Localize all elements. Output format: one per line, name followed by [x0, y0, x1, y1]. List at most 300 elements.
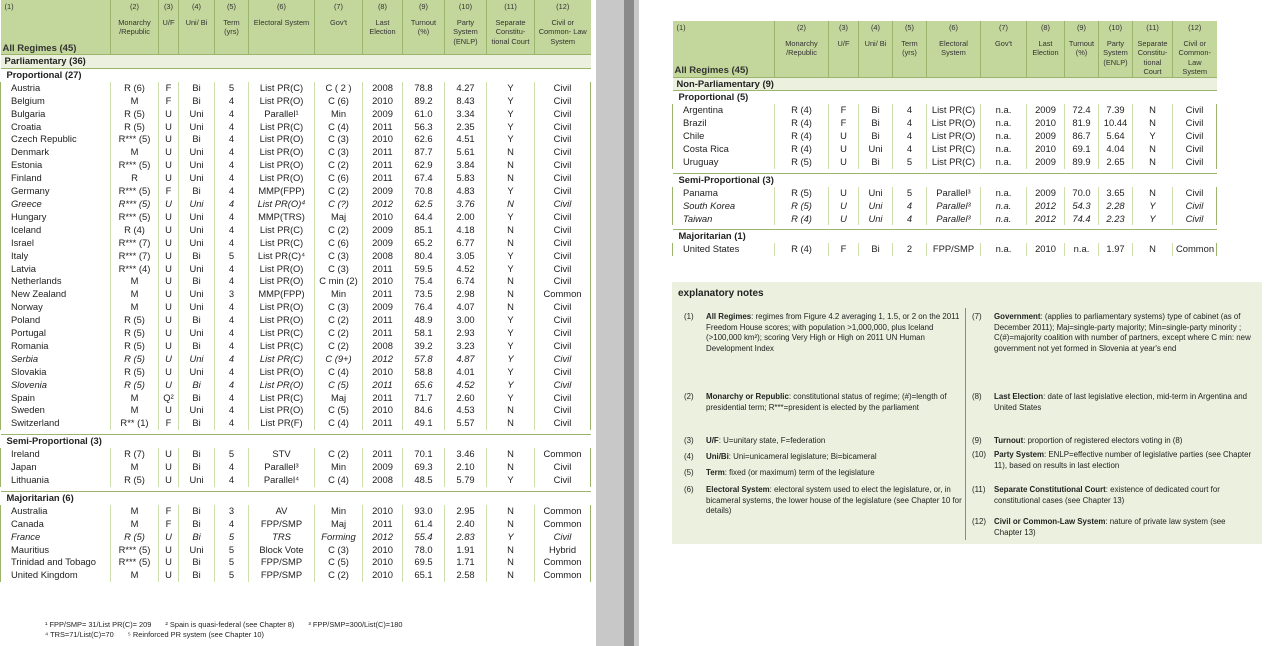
cell-unitary-federal: U	[159, 556, 179, 569]
cell-unitary-federal: U	[159, 404, 179, 417]
cell-country: Iceland	[1, 224, 111, 237]
header-number-12: (12)	[1188, 23, 1202, 32]
header-number-2: (2)	[796, 23, 807, 32]
cell-term: 5	[215, 556, 249, 569]
table-row	[1, 82, 591, 95]
left-page	[0, 0, 596, 646]
cell-constitutional-court: Y	[487, 211, 535, 224]
cell-uni-bi: Bi	[179, 505, 215, 518]
cell-turnout: 57.8	[403, 353, 445, 366]
header-unitary-federal	[159, 0, 179, 55]
cell-monarchy-republic: R** (1)	[111, 417, 159, 430]
note-number: (3)	[684, 436, 694, 445]
header-electoral-system	[249, 0, 315, 55]
cell-law-system: Civil	[535, 172, 591, 185]
cell-term: 5	[215, 569, 249, 582]
header-label-12: Civil or Common- Law System	[1178, 38, 1211, 76]
cell-monarchy-republic: R (5)	[111, 379, 159, 392]
cell-country: Spain	[1, 392, 111, 405]
cell-country: Norway	[1, 301, 111, 314]
cell-law-system: Common	[535, 518, 591, 531]
cell-law-system: Civil	[535, 531, 591, 544]
section-row	[1, 55, 591, 69]
cell-unitary-federal: U	[159, 288, 179, 301]
cell-country: Bulgaria	[1, 108, 111, 121]
cell-term: 4	[215, 95, 249, 108]
cell-unitary-federal: U	[829, 187, 859, 200]
cell-last-election: 2011	[363, 379, 403, 392]
cell-last-election: 2010	[1027, 143, 1065, 156]
cell-government: C (4)	[315, 474, 363, 487]
cell-term: 4	[893, 213, 927, 226]
cell-country: Lithuania	[1, 474, 111, 487]
cell-monarchy-republic: M	[111, 301, 159, 314]
cell-party-system: 3.46	[445, 448, 487, 461]
cell-unitary-federal: U	[159, 108, 179, 121]
header-label-10: Party System (ENLP)	[1103, 38, 1128, 67]
cell-electoral-system: List PR(C)	[249, 237, 315, 250]
cell-uni-bi: Bi	[179, 95, 215, 108]
cell-monarchy-republic: R (5)	[111, 340, 159, 353]
header-unitary-federal	[829, 21, 859, 77]
header-label-4: Uni/ Bi	[185, 17, 208, 27]
cell-uni-bi: Uni	[179, 172, 215, 185]
cell-last-election: 2010	[1027, 117, 1065, 130]
cell-constitutional-court: Y	[487, 250, 535, 263]
cell-uni-bi: Uni	[179, 159, 215, 172]
header-label-4: Uni/ Bi	[864, 38, 887, 48]
cell-uni-bi: Bi	[179, 518, 215, 531]
cell-country: Estonia	[1, 159, 111, 172]
cell-monarchy-republic: R*** (5)	[111, 159, 159, 172]
cell-electoral-system: MMP(FPP)	[249, 288, 315, 301]
cell-electoral-system: Parallel³	[927, 187, 981, 200]
cell-last-election: 2011	[363, 263, 403, 276]
note-body	[706, 312, 964, 354]
cell-monarchy-republic: R (5)	[111, 108, 159, 121]
cell-turnout: 65.2	[403, 237, 445, 250]
cell-party-system: 4.27	[445, 82, 487, 95]
cell-electoral-system: List PR(O)	[249, 146, 315, 159]
header-party-system	[1099, 21, 1133, 77]
table-row	[1, 518, 591, 531]
cell-unitary-federal: U	[159, 448, 179, 461]
cell-last-election: 2011	[363, 327, 403, 340]
cell-electoral-system: AV	[249, 505, 315, 518]
cell-electoral-system: Block Vote	[249, 544, 315, 557]
cell-monarchy-republic: M	[111, 404, 159, 417]
cell-monarchy-republic: R (6)	[111, 82, 159, 95]
cell-party-system: 5.79	[445, 474, 487, 487]
cell-unitary-federal: U	[829, 200, 859, 213]
cell-constitutional-court: N	[487, 448, 535, 461]
table-row	[1, 275, 591, 288]
note-term: Government	[994, 312, 1041, 321]
cell-turnout: n.a.	[1065, 243, 1099, 256]
cell-last-election: 2008	[363, 82, 403, 95]
cell-government: C (2)	[315, 448, 363, 461]
cell-last-election: 2009	[363, 301, 403, 314]
cell-government: n.a.	[981, 156, 1027, 169]
cell-last-election: 2011	[363, 314, 403, 327]
cell-monarchy-republic: R*** (7)	[111, 250, 159, 263]
cell-government: C min (2)	[315, 275, 363, 288]
cell-uni-bi: Bi	[179, 250, 215, 263]
cell-constitutional-court: Y	[487, 366, 535, 379]
header-number-1: (1)	[4, 2, 14, 11]
table-row	[1, 108, 591, 121]
header-number-12: (12)	[556, 2, 570, 11]
cell-last-election: 2011	[363, 448, 403, 461]
header-law-system	[1173, 21, 1217, 77]
cell-constitutional-court: Y	[487, 340, 535, 353]
header-row	[1, 0, 591, 55]
cell-last-election: 2008	[363, 474, 403, 487]
cell-constitutional-court: Y	[1133, 200, 1173, 213]
cell-term: 4	[215, 146, 249, 159]
cell-country: Italy	[1, 250, 111, 263]
group-row	[1, 68, 591, 81]
cell-unitary-federal: F	[159, 185, 179, 198]
cell-law-system: Common	[535, 448, 591, 461]
cell-constitutional-court: N	[487, 404, 535, 417]
cell-monarchy-republic: M	[111, 275, 159, 288]
cell-monarchy-republic: R (4)	[775, 243, 829, 256]
cell-unitary-federal: U	[159, 379, 179, 392]
cell-unitary-federal: U	[159, 172, 179, 185]
cell-uni-bi: Bi	[179, 417, 215, 430]
cell-term: 4	[215, 237, 249, 250]
cell-party-system: 4.01	[445, 366, 487, 379]
cell-last-election: 2010	[363, 544, 403, 557]
cell-government: C (5)	[315, 556, 363, 569]
cell-monarchy-republic: R (7)	[111, 448, 159, 461]
cell-electoral-system: FPP/SMP	[927, 243, 981, 256]
table-row	[1, 327, 591, 340]
header-number-4: (4)	[191, 2, 202, 11]
cell-unitary-federal: U	[159, 474, 179, 487]
cell-uni-bi: Bi	[179, 392, 215, 405]
table-row	[1, 569, 591, 582]
note-number: (5)	[684, 468, 694, 477]
table-row	[1, 314, 591, 327]
table-row	[1, 379, 591, 392]
cell-country: Denmark	[1, 146, 111, 159]
cell-turnout: 58.1	[403, 327, 445, 340]
table-row	[1, 250, 591, 263]
cell-party-system: 6.77	[445, 237, 487, 250]
cell-unitary-federal: U	[159, 224, 179, 237]
header-label-10: Party System (ENLP)	[453, 17, 478, 46]
note-text: : date of last legislative election, mid-term in Argentina and United States	[994, 392, 1248, 412]
cell-law-system: Civil	[1173, 117, 1217, 130]
cell-unitary-federal: U	[159, 366, 179, 379]
cell-last-election: 2012	[363, 198, 403, 211]
cell-country: Greece	[1, 198, 111, 211]
cell-government: Maj	[315, 211, 363, 224]
cell-electoral-system: Parallel⁴	[249, 474, 315, 487]
cell-country: Uruguay	[673, 156, 775, 169]
cell-term: 4	[215, 379, 249, 392]
cell-electoral-system: Parallel³	[249, 461, 315, 474]
cell-uni-bi: Uni	[179, 198, 215, 211]
cell-term: 4	[215, 185, 249, 198]
cell-electoral-system: List PR(C)	[249, 327, 315, 340]
cell-monarchy-republic: R*** (5)	[111, 556, 159, 569]
cell-term: 2	[893, 243, 927, 256]
cell-uni-bi: Uni	[179, 263, 215, 276]
cell-unitary-federal: F	[159, 518, 179, 531]
cell-country: Portugal	[1, 327, 111, 340]
cell-unitary-federal: U	[159, 314, 179, 327]
group-row	[673, 91, 1217, 104]
cell-government: n.a.	[981, 243, 1027, 256]
table-row	[1, 544, 591, 557]
cell-electoral-system: List PR(O)	[249, 314, 315, 327]
cell-law-system: Civil	[535, 327, 591, 340]
cell-electoral-system: List PR(C)⁴	[249, 250, 315, 263]
cell-law-system: Civil	[535, 211, 591, 224]
cell-government: C (3)	[315, 250, 363, 263]
cell-law-system: Civil	[535, 185, 591, 198]
cell-law-system: Civil	[535, 263, 591, 276]
cell-party-system: 2.10	[445, 461, 487, 474]
cell-electoral-system: List PR(C)	[927, 156, 981, 169]
cell-constitutional-court: Y	[487, 95, 535, 108]
note-number: (10)	[972, 450, 987, 459]
cell-unitary-federal: U	[829, 130, 859, 143]
cell-law-system: Civil	[535, 301, 591, 314]
cell-term: 4	[893, 200, 927, 213]
cell-term: 4	[215, 121, 249, 134]
cell-unitary-federal: F	[829, 243, 859, 256]
cell-electoral-system: List PR(O)	[249, 275, 315, 288]
table-row	[1, 353, 591, 366]
cell-last-election: 2008	[363, 250, 403, 263]
table-row	[1, 121, 591, 134]
cell-constitutional-court: N	[487, 146, 535, 159]
cell-law-system: Civil	[535, 366, 591, 379]
cell-monarchy-republic: R (4)	[111, 224, 159, 237]
cell-last-election: 2011	[363, 172, 403, 185]
header-electoral-system	[927, 21, 981, 77]
cell-term: 4	[893, 130, 927, 143]
cell-term: 4	[215, 159, 249, 172]
cell-uni-bi: Uni	[179, 544, 215, 557]
header-party-system	[445, 0, 487, 55]
cell-electoral-system: FPP/SMP	[249, 518, 315, 531]
header-turnout	[403, 0, 445, 55]
cell-law-system: Common	[535, 505, 591, 518]
cell-government: C (3)	[315, 133, 363, 146]
cell-turnout: 71.7	[403, 392, 445, 405]
cell-uni-bi: Uni	[179, 288, 215, 301]
cell-monarchy-republic: M	[111, 288, 159, 301]
cell-electoral-system: List PR(O)	[249, 366, 315, 379]
cell-constitutional-court: N	[487, 224, 535, 237]
cell-turnout: 48.5	[403, 474, 445, 487]
cell-monarchy-republic: R*** (5)	[111, 211, 159, 224]
header-number-10: (10)	[458, 2, 473, 11]
cell-monarchy-republic: M	[111, 569, 159, 582]
cell-turnout: 78.0	[403, 544, 445, 557]
cell-turnout: 72.4	[1065, 104, 1099, 117]
group-row	[1, 435, 591, 448]
note-text: : proportion of registered electors voting in (8)	[1023, 436, 1183, 445]
cell-uni-bi: Uni	[179, 108, 215, 121]
cell-country: Chile	[673, 130, 775, 143]
cell-party-system: 10.44	[1099, 117, 1133, 130]
cell-party-system: 2.35	[445, 121, 487, 134]
header-monarchy-republic	[775, 21, 829, 77]
note-number: (2)	[684, 392, 694, 401]
cell-term: 5	[215, 531, 249, 544]
cell-government: n.a.	[981, 143, 1027, 156]
cell-term: 4	[215, 366, 249, 379]
cell-last-election: 2009	[363, 224, 403, 237]
cell-uni-bi: Uni	[179, 404, 215, 417]
cell-government: n.a.	[981, 104, 1027, 117]
cell-constitutional-court: N	[487, 461, 535, 474]
cell-monarchy-republic: R (5)	[111, 474, 159, 487]
cell-term: 4	[215, 263, 249, 276]
cell-last-election: 2010	[363, 366, 403, 379]
group-label: Semi-Proportional (3)	[1, 435, 591, 448]
cell-electoral-system: List PR(C)	[927, 143, 981, 156]
cell-uni-bi: Uni	[859, 213, 893, 226]
cell-term: 4	[215, 133, 249, 146]
cell-government: C (2)	[315, 340, 363, 353]
cell-law-system: Civil	[535, 461, 591, 474]
cell-government: C (4)	[315, 366, 363, 379]
cell-last-election: 2011	[363, 518, 403, 531]
cell-unitary-federal: U	[829, 156, 859, 169]
cell-country: Israel	[1, 237, 111, 250]
group-label: Proportional (5)	[673, 91, 1217, 104]
cell-party-system: 3.76	[445, 198, 487, 211]
cell-law-system: Civil	[535, 95, 591, 108]
cell-turnout: 56.3	[403, 121, 445, 134]
cell-uni-bi: Bi	[179, 569, 215, 582]
table-row	[673, 143, 1217, 156]
note-term: Monarchy or Republic	[706, 392, 789, 401]
note-term: Last Election	[994, 392, 1044, 401]
cell-country: Costa Rica	[673, 143, 775, 156]
cell-term: 4	[215, 404, 249, 417]
cell-party-system: 7.39	[1099, 104, 1133, 117]
cell-uni-bi: Bi	[859, 117, 893, 130]
header-number-1: (1)	[676, 23, 686, 32]
cell-term: 4	[215, 211, 249, 224]
note-text: : fixed (or maximum) term of the legislature	[724, 468, 875, 477]
cell-monarchy-republic: R (4)	[775, 104, 829, 117]
cell-uni-bi: Bi	[859, 104, 893, 117]
note-text: : (applies to parliamentary systems) type of cabinet (as of December 2011); Maj=single-party majority; Min=single-party minority ; C(#)=majority coalition with number of partners, except where C min: new government not yet formed in Slovenia at year's end	[994, 312, 1251, 353]
note-body	[994, 517, 1252, 538]
cell-unitary-federal: U	[159, 133, 179, 146]
cell-country: Mauritius	[1, 544, 111, 557]
table-row	[1, 531, 591, 544]
cell-uni-bi: Uni	[179, 121, 215, 134]
cell-turnout: 62.5	[403, 198, 445, 211]
header-label-8: Last Election	[369, 17, 396, 36]
footnote-line-1	[45, 620, 416, 630]
cell-term: 4	[215, 518, 249, 531]
cell-turnout: 89.2	[403, 95, 445, 108]
cell-last-election: 2012	[363, 531, 403, 544]
cell-electoral-system: List PR(O)	[249, 172, 315, 185]
header-turnout	[1065, 21, 1099, 77]
header-term	[215, 0, 249, 55]
cell-country: Taiwan	[673, 213, 775, 226]
cell-constitutional-court: Y	[487, 353, 535, 366]
cell-law-system: Civil	[535, 108, 591, 121]
header-number-8: (8)	[1040, 23, 1051, 32]
cell-last-election: 2010	[1027, 243, 1065, 256]
cell-unitary-federal: U	[159, 327, 179, 340]
note-text: : constitutional status of regime; (#)=length of presidential term; R***=president is elected by the parliament	[706, 392, 947, 412]
cell-government: C (3)	[315, 263, 363, 276]
notes-divider	[965, 308, 966, 540]
header-label-2: Monarchy /Republic	[118, 17, 151, 36]
group-label: Majoritarian (6)	[1, 491, 591, 504]
cell-country: Trinidad and Tobago	[1, 556, 111, 569]
cell-government: n.a.	[981, 200, 1027, 213]
cell-last-election: 2010	[363, 556, 403, 569]
note-body	[706, 468, 964, 479]
cell-term: 4	[893, 104, 927, 117]
cell-country: Czech Republic	[1, 133, 111, 146]
cell-constitutional-court: N	[1133, 104, 1173, 117]
table-row	[1, 474, 591, 487]
cell-government: C (?)	[315, 198, 363, 211]
table-row	[1, 301, 591, 314]
cell-party-system: 4.18	[445, 224, 487, 237]
cell-last-election: 2012	[1027, 200, 1065, 213]
cell-last-election: 2010	[363, 505, 403, 518]
table-row	[673, 104, 1217, 117]
header-number-11: (11)	[1146, 23, 1159, 32]
cell-law-system: Civil	[535, 404, 591, 417]
cell-uni-bi: Bi	[179, 448, 215, 461]
cell-monarchy-republic: R*** (5)	[111, 133, 159, 146]
cell-constitutional-court: Y	[487, 474, 535, 487]
cell-turnout: 69.1	[1065, 143, 1099, 156]
cell-last-election: 2010	[363, 95, 403, 108]
cell-government: Maj	[315, 518, 363, 531]
cell-constitutional-court: N	[1133, 143, 1173, 156]
cell-electoral-system: Parallel³	[927, 200, 981, 213]
note-body	[706, 392, 964, 413]
cell-country: France	[1, 531, 111, 544]
cell-term: 5	[215, 448, 249, 461]
cell-law-system: Civil	[1173, 187, 1217, 200]
cell-monarchy-republic: R*** (7)	[111, 237, 159, 250]
cell-constitutional-court: Y	[487, 263, 535, 276]
cell-electoral-system: List PR(O)	[249, 133, 315, 146]
group-label: Proportional (27)	[1, 68, 591, 81]
group-row	[673, 230, 1217, 243]
cell-monarchy-republic: R (5)	[111, 353, 159, 366]
note-term: Separate Constitutional Court	[994, 485, 1106, 494]
cell-unitary-federal: U	[159, 121, 179, 134]
header-label-6: Electoral System	[253, 17, 310, 27]
note-body	[994, 312, 1252, 354]
cell-turnout: 58.8	[403, 366, 445, 379]
cell-constitutional-court: N	[1133, 243, 1173, 256]
header-number-6: (6)	[948, 23, 959, 32]
cell-turnout: 48.9	[403, 314, 445, 327]
